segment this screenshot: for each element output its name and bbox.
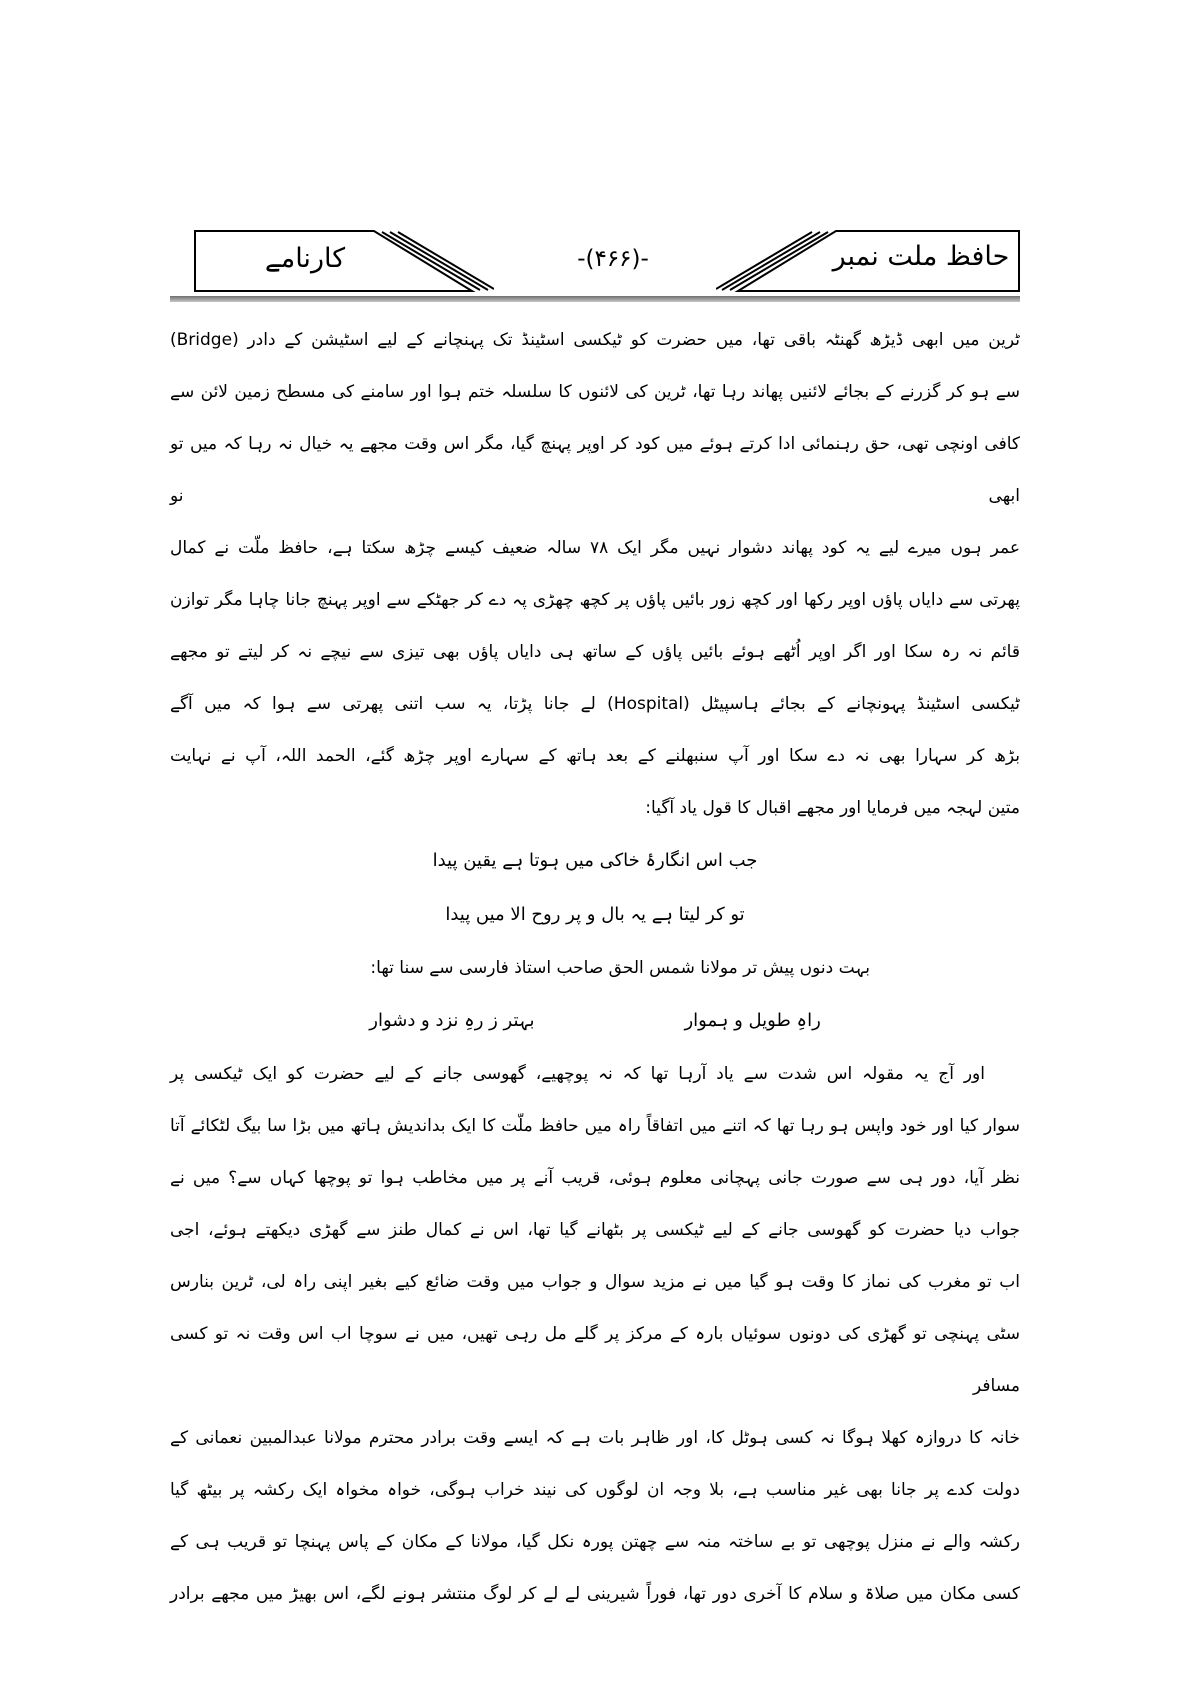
poem-intro-line: بہت دنوں پیش تر مولانا شمس الحق صاحب استاذ فارسی سے سنا تھا: <box>370 958 870 978</box>
couplet-left-hemistich: بہتر ز رہِ نزد و دشوار <box>369 1010 535 1031</box>
couplet-line <box>170 994 1020 1048</box>
paragraph-line: سٹی پہنچی تو گھڑی کی دونوں سوئیاں بارہ کے مرکز پر گلے مل رہی تھیں، میں نے سوچا اب اس وقت نہ تو کسی مسافر <box>170 1324 1020 1396</box>
body-text <box>170 314 1020 1620</box>
verse-line: تو کر لیتا ہے یہ بال و پر روح الا میں پیدا <box>445 904 745 925</box>
page-number: -(۴۶۶)- <box>577 246 649 272</box>
right-tab-label: حافظ ملت نمبر <box>832 241 1010 272</box>
paragraph-line: اور آج یہ مقولہ اس شدت سے یاد آرہا تھا کہ نہ پوچھیے، گھوسی جانے کے لیے حضرت کو ایک ٹیکسی پر <box>170 1064 985 1084</box>
header-rule <box>170 296 1020 302</box>
paragraph-line: کسی مکان میں صلاۃ و سلام کا آخری دور تھا، فوراً شیرینی لے لے کر لوگ منتشر ہونے لگے، اس بھیڑ میں مجھے برادر <box>170 1584 1020 1604</box>
paragraph-line: کافی اونچی تھی، حق رہنمائی ادا کرتے ہوئے میں کود کر اوپر پہنچ گیا، مگر اس وقت مجھے یہ خیال نہ رہا کہ میں تو ابھی نو <box>170 434 1020 506</box>
paragraph-line: ٹیکسی اسٹینڈ پہونچانے کے بجائے ہاسپیٹل (Hospital) لے جانا پڑتا، یہ سب اتنی پھرتی سے ہوا کہ میں آگے <box>170 694 1020 714</box>
paragraph-line: اب تو مغرب کی نماز کا وقت ہو گیا میں نے مزید سوال و جواب میں وقت ضائع کیے بغیر اپنی راہ لی، ٹرین بنارس <box>170 1272 1020 1292</box>
paragraph-line: متین لہجہ میں فرمایا اور مجھے اقبال کا قول یاد آگیا: <box>645 798 1020 818</box>
verse-line: جب اس انگارۂ خاکی میں ہوتا ہے یقین پیدا <box>432 850 758 871</box>
paragraph-line: خانہ کا دروازہ کھلا ہوگا نہ کسی ہوٹل کا، اور ظاہر بات ہے کہ ایسے وقت برادر محترم مولانا عبدالمبین نعمانی کے <box>170 1428 1020 1448</box>
paragraph-line: عمر ہوں میرے لیے یہ کود پھاند دشوار نہیں مگر ایک ۷۸ سالہ ضعیف کیسے چڑھ سکتا ہے، حافظ ملّت نے کمال <box>170 538 1020 558</box>
paragraph-line: دولت کدے پر جانا بھی غیر مناسب ہے، بلا وجہ ان لوگوں کی نیند خراب ہوگی، خواہ مخواہ ایک رکشہ پر بیٹھ گیا <box>170 1480 1020 1500</box>
paragraph-line: جواب دیا حضرت کو گھوسی جانے کے لیے ٹیکسی پر بٹھانے گیا تھا، اس نے کمال طنز سے گھڑی دیکھتے ہوئے، اجی <box>170 1220 1020 1240</box>
paragraph-line: بڑھ کر سہارا بھی نہ دے سکا اور آپ سنبھلنے کے بعد ہاتھ کے سہارے اوپر چڑھ گئے، الحمد اللہ، آپ نے نہایت <box>170 746 1020 766</box>
paragraph-line: رکشہ والے نے منزل پوچھی تو بے ساختہ منہ سے چھتن پورہ نکل گیا، مولانا کے مکان کے پاس پہنچا تو قریب ہی کے <box>170 1532 1020 1552</box>
paragraph-line: سوار کیا اور خود واپس ہو رہا تھا کہ اتنے میں اتفاقاً راہ میں حافظ ملّت کا ایک بداندیش ہاتھ میں بڑا سا بیگ لٹکائے آتا <box>170 1116 1020 1136</box>
paragraph-line: پھرتی سے دایاں پاؤں اوپر رکھا اور کچھ زور بائیں پاؤں پر کچھ چھڑی پہ دے کر جھٹکے سے اوپر پہنچ جانا چاہا مگر توازن <box>170 590 1020 610</box>
couplet-right-hemistich: راہِ طویل و ہموار <box>684 1010 821 1031</box>
paragraph-line: نظر آیا، دور ہی سے صورت جانی پہچانی معلوم ہوئی، قریب آنے پر میں مخاطب ہوا تو پوچھا کہاں سے؟ میں نے <box>170 1168 1020 1188</box>
paragraph-line: قائم نہ رہ سکا اور اگر اوپر اُٹھے ہوئے بائیں پاؤں کے ساتھ ہی دایاں پاؤں بھی تیزی سے نیچے نہ کر لیتے تو مجھے <box>170 642 1020 662</box>
left-tab-label: کارنامے <box>264 243 346 274</box>
paragraph-line: ٹرین میں ابھی ڈیڑھ گھنٹہ باقی تھا، میں حضرت کو ٹیکسی اسٹینڈ تک پہنچانے کے لیے اسٹیشن کے دادر (Bridge) <box>170 330 1020 350</box>
paragraph-line: سے ہو کر گزرنے کے بجائے لائنیں پھاند رہا تھا، ٹرین کی لائنوں کا سلسلہ ختم ہوا اور سامنے کی مسطح زمین لائن سے <box>170 382 1020 402</box>
